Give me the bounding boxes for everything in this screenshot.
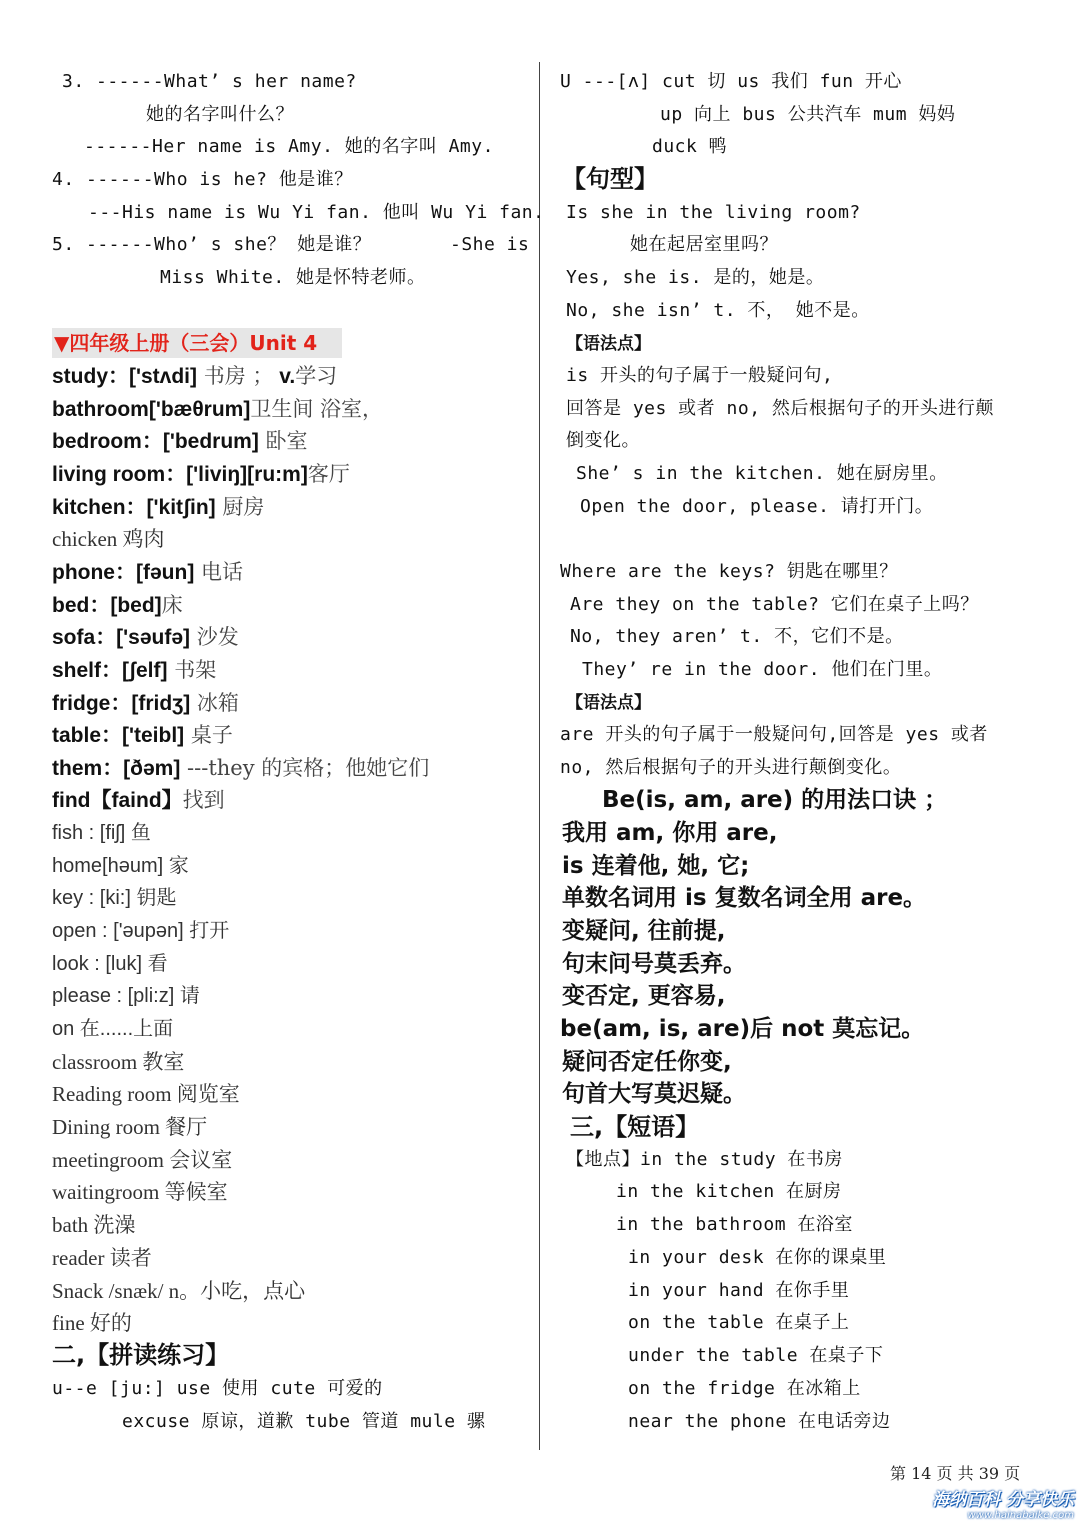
vocab-item: reader 读者 [52, 1246, 152, 1270]
vocab-item [52, 425, 308, 457]
vocab-item: please : [pli:z] 请 [52, 985, 200, 1007]
rhyme-line: 疑问否定任你变, [562, 1049, 732, 1075]
vocab-item [52, 458, 350, 490]
dialogue-line: Miss White. 她是怀特老师。 [160, 267, 426, 288]
vocab-item [52, 393, 383, 425]
phrase-line: in your desk 在你的课桌里 [628, 1247, 887, 1268]
phrase-line: 【地点】in the study 在书房 [566, 1149, 843, 1170]
grammar-line: 倒变化。 [566, 430, 640, 451]
grammar-label: 【语法点】 [566, 693, 651, 713]
rhyme-line: 变否定, 更容易, [562, 983, 726, 1009]
grammar-line: no, 然后根据句子的开头进行颠倒变化。 [560, 757, 902, 778]
vocab-meaning: 书架 [167, 658, 217, 682]
vocab-item: Snack /snæk/ n。小吃，点心 [52, 1279, 306, 1303]
vocab-word: shelf [52, 659, 102, 682]
phrase-line: in the bathroom 在浴室 [616, 1214, 853, 1235]
phrase-line: on the table 在桌子上 [628, 1312, 850, 1333]
phrase-line: on the fridge 在冰箱上 [628, 1378, 861, 1399]
dialogue-line: 3. ------What’ s her name? [62, 71, 357, 92]
sentence-line: No, they aren’ t. 不，它们不是。 [570, 626, 904, 647]
vocab-phonetic: ：['səufə] [95, 626, 191, 649]
watermark-text: 海纳百科 分享快乐 [932, 1490, 1074, 1510]
vocab-phonetic: ：['bedrum] [141, 430, 259, 453]
vocab-word: chicken [52, 527, 118, 551]
grammar-line: is 开头的句子属于一般疑问句, [566, 365, 834, 386]
vocab-item: key : [ki:] 钥匙 [52, 887, 177, 909]
sentence-line: 她在起居室里吗？ [630, 234, 778, 255]
vocab-item [52, 719, 233, 751]
vocab-word: bathroom['bæθrum] [52, 398, 251, 421]
vocab-phonetic: ：['liviŋ][ru:m] [165, 463, 308, 486]
rhyme-line: be(am, is, are)后 not 莫忘记。 [560, 1016, 925, 1042]
vocab-item: open : ['əupən] 打开 [52, 920, 230, 942]
vocab-phonetic: ：[fridʒ] [110, 692, 191, 715]
vocab-pos: v. [279, 365, 296, 388]
phonics-line: duck 鸭 [652, 136, 728, 157]
phonics-line: up 向上 bus 公共汽车 mum 妈妈 [660, 104, 956, 125]
vocab-item [52, 556, 243, 588]
vocab-meaning: 鸡肉 [122, 527, 165, 551]
vocab-phonetic: ：['stʌdi] [108, 365, 198, 388]
rhyme-line: 句首大写莫迟疑。 [562, 1081, 746, 1107]
vocab-meaning: 学习 [295, 364, 338, 388]
vocab-phonetic: ：[fəun] [115, 561, 195, 584]
vocab-word: living room [52, 463, 166, 486]
section-heading: 三,【短语】 [570, 1113, 700, 1141]
watermark-logo [898, 1490, 1074, 1524]
vocab-meaning: 卫生间 浴室， [250, 397, 384, 421]
dialogue-line: -She is [450, 234, 530, 255]
rhyme-line: 我用 am, 你用 are, [562, 820, 778, 846]
vocab-meaning: 冰箱 [190, 691, 239, 715]
vocab-meaning: ---they 的宾格；他她它们 [180, 756, 430, 780]
rhyme-line: 单数名词用 is 复数名词全用 are。 [562, 885, 927, 911]
vocab-item [52, 687, 239, 719]
vocab-meaning: 桌子 [184, 723, 233, 747]
vocab-item: bath 洗澡 [52, 1213, 136, 1237]
vocab-item: meetingroom 会议室 [52, 1148, 233, 1172]
watermark-url: www.hainabaike.com [967, 1510, 1074, 1521]
vocab-word: phone [52, 561, 115, 584]
vocab-phonetic: ：['kitʃin] [125, 496, 216, 519]
unit-title: ▼四年级上册（三会）Unit 4 [54, 331, 318, 355]
phrase-line: under the table 在桌子下 [628, 1345, 884, 1366]
column-divider [539, 62, 540, 1450]
vocab-item [52, 621, 239, 653]
vocab-item: home[həum] 家 [52, 855, 189, 877]
phonics-line: U ---[ʌ] cut 切 us 我们 fun 开心 [560, 71, 902, 92]
vocab-item [52, 752, 429, 784]
vocab-item [52, 784, 225, 816]
sentence-line: Are they on the table? 它们在桌子上吗？ [570, 594, 979, 615]
vocab-meaning: 沙发 [190, 625, 239, 649]
phrase-line: in the kitchen 在厨房 [616, 1181, 842, 1202]
vocab-word: table [52, 724, 102, 747]
vocab-item: fish : [fiʃ] 鱼 [52, 822, 151, 844]
vocab-word: sofa [52, 626, 96, 649]
vocab-word: study [52, 365, 109, 388]
sentence-line: They’ re in the door. 他们在门里。 [582, 659, 943, 680]
grammar-label: 【语法点】 [566, 334, 651, 354]
grammar-line: She’ s in the kitchen. 她在厨房里。 [576, 463, 948, 484]
phonics-line: excuse 原谅，道歉 tube 管道 mule 骡 [122, 1411, 486, 1432]
vocab-word: fridge [52, 692, 111, 715]
dialogue-line: 她的名字叫什么？ [146, 104, 294, 125]
vocab-item [52, 360, 337, 392]
vocab-meaning: 客厅 [307, 462, 350, 486]
grammar-line: Open the door, please. 请打开门。 [580, 496, 934, 517]
vocab-item [52, 491, 264, 523]
grammar-line: 回答是 yes 或者 no, 然后根据句子的开头进行颠 [566, 398, 994, 419]
vocab-word: bedroom [52, 430, 142, 453]
dialogue-line: 5. ------Who’ s she？ 她是谁？ [52, 234, 372, 255]
vocab-item: fine 好的 [52, 1311, 132, 1335]
rhyme-line: 句末问号莫丢弃。 [562, 951, 746, 977]
vocab-item: on 在......上面 [52, 1018, 174, 1040]
vocab-word: them [52, 757, 103, 780]
vocab-word: kitchen [52, 496, 126, 519]
rhyme-line: is 连着他, 她, 它; [562, 853, 750, 879]
vocab-phonetic: ：[ðəm] [102, 757, 181, 780]
dialogue-line: ---His name is Wu Yi fan. 他叫 Wu Yi fan. [88, 202, 545, 223]
vocab-item [52, 654, 216, 686]
phrase-line: near the phone 在电话旁边 [628, 1411, 891, 1432]
rhyme-title: Be(is, am, are) 的用法口诀 ； [602, 787, 948, 813]
phrase-line: in your hand 在你手里 [628, 1280, 850, 1301]
sentence-line: Is she in the living room? [566, 202, 861, 223]
sentence-line: Yes, she is. 是的，她是。 [566, 267, 825, 288]
sentence-line: Where are the keys? 钥匙在哪里？ [560, 561, 898, 582]
vocab-item [52, 523, 165, 555]
vocab-meaning: 厨房 [215, 495, 265, 519]
vocab-meaning: 找到 [182, 788, 225, 812]
grammar-line: are 开头的句子属于一般疑问句,回答是 yes 或者 [560, 724, 988, 745]
vocab-meaning: 卧室 [258, 429, 308, 453]
vocab-phonetic: ：[ʃelf] [101, 659, 168, 682]
vocab-word: find【faind】 [52, 789, 183, 812]
section-heading: 二,【拼读练习】 [52, 1341, 230, 1369]
vocab-meaning: 书房 ； [197, 364, 274, 388]
vocab-word: bed [52, 594, 90, 617]
vocab-item: Dining room 餐厅 [52, 1115, 208, 1139]
dialogue-line: 4. ------Who is he? 他是谁？ [52, 169, 353, 190]
vocab-item: classroom 教室 [52, 1050, 185, 1074]
rhyme-line: 变疑问, 往前提, [562, 918, 726, 944]
section-heading: 【句型】 [562, 165, 658, 193]
dialogue-line: ------Her name is Amy. 她的名字叫 Amy. [84, 136, 494, 157]
vocab-item: look : [luk] 看 [52, 953, 168, 975]
vocab-phonetic: ：[bed] [89, 594, 162, 617]
phonics-line: u--e [ju:] use 使用 cute 可爱的 [52, 1378, 383, 1399]
vocab-meaning: 床 [161, 593, 183, 617]
vocab-item: Reading room 阅览室 [52, 1082, 240, 1106]
page-number: 第 14 页 共 39 页 [890, 1464, 1021, 1483]
vocab-item: waitingroom 等候室 [52, 1180, 228, 1204]
vocab-meaning: 电话 [194, 560, 244, 584]
vocab-phonetic: ：['teibl] [101, 724, 185, 747]
vocab-item [52, 589, 183, 621]
sentence-line: No, she isn’ t. 不， 她不是。 [566, 300, 870, 321]
